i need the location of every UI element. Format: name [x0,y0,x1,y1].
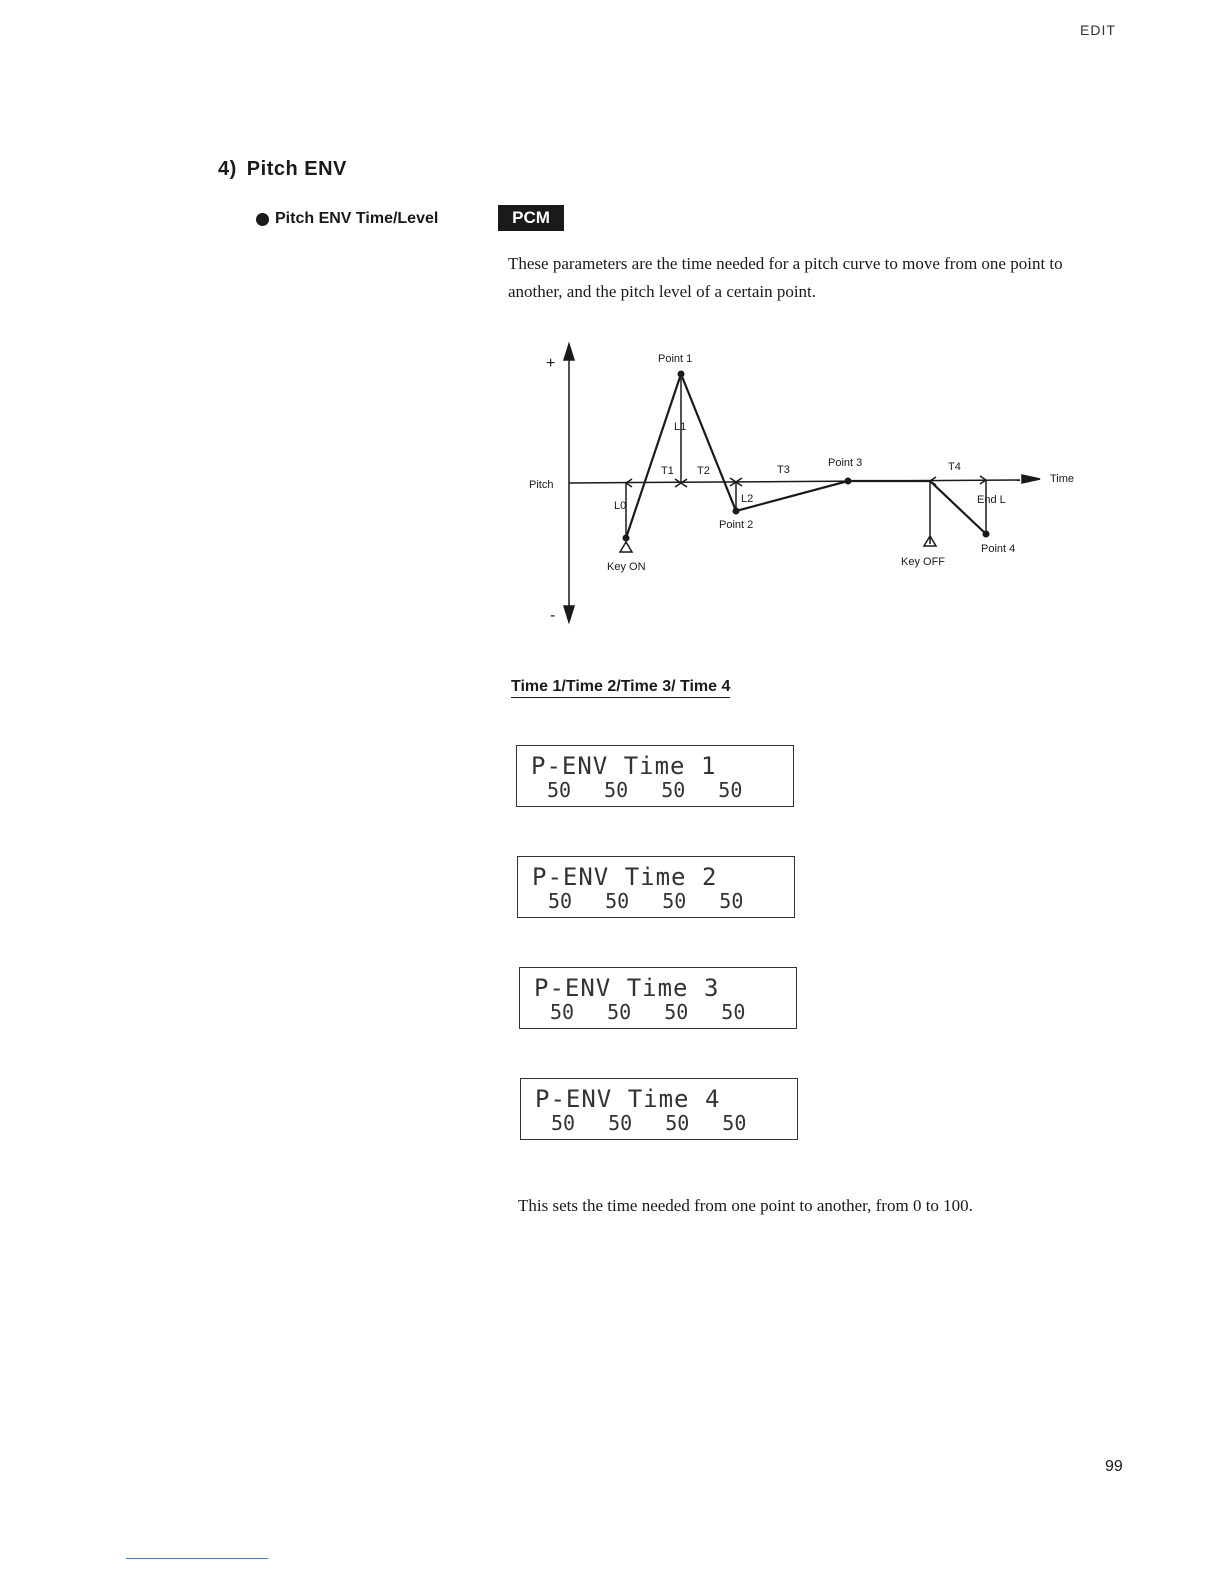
lcd-heading: Time 1/Time 2/Time 3/ Time 4 [511,678,730,698]
minus-label: - [550,607,556,624]
point-2-label: Point 2 [719,519,754,531]
lcd-line-1: P-ENV Time 2 [532,863,718,891]
lcd-line-1: P-ENV Time 3 [534,974,720,1002]
lcd-value: 50 [665,1111,690,1135]
footer-text: This sets the time needed from one point to another, from 0 to 100. [518,1196,973,1215]
time-axis [569,480,1020,483]
point-1-dot [678,371,685,378]
lcd-value: 50 [721,1000,746,1024]
lcd-line-2 [551,1111,746,1135]
lcd-value: 50 [718,778,743,802]
l0-label: L0 [614,500,627,512]
lcd-value: 50 [548,889,573,913]
bottom-rule [126,1558,268,1559]
lcd-value: 50 [607,1000,632,1024]
lcd-display [520,1078,798,1140]
time-arrow-icon [1022,475,1040,483]
time-label: Time [1050,473,1075,485]
section-title [218,158,347,181]
lcd-value: 50 [722,1111,747,1135]
lcd-value: 50 [550,1000,575,1024]
point-3-dot [845,478,852,485]
running-head: EDIT [1080,22,1116,38]
subsection-title [256,210,438,228]
lcd-display [516,745,794,807]
l1-label: L1 [674,421,687,433]
point-4-label: Point 4 [981,543,1016,555]
lcd-value: 50 [604,778,629,802]
key-on-dot [623,535,630,542]
lcd-value: 50 [551,1111,576,1135]
lcd-value: 50 [605,889,630,913]
pitch-label: Pitch [529,479,554,491]
lcd-value: 50 [661,778,686,802]
lcd-line-2 [550,1000,745,1024]
plus-label: + [546,355,556,372]
t2-label: T2 [697,465,710,477]
lcd-display [517,856,795,918]
lcd-line-2 [548,889,743,913]
l2-label: L2 [741,493,754,505]
axis-arrow-up-icon [564,344,574,360]
intro-paragraph: These parameters are the time needed for a pitch curve to move from one point to another, and the pitch level of a certain point. [508,254,1063,301]
pcm-badge: PCM [498,205,564,231]
axis-arrow-down-icon [564,606,574,622]
subsection-title-text: Pitch ENV Time/Level [275,210,439,227]
point-1-label: Point 1 [658,353,693,365]
section-number: 4) [218,158,237,180]
lcd-line-1: P-ENV Time 4 [535,1085,721,1113]
end-l-label: End L [977,494,1006,506]
t1-label: T1 [661,465,674,477]
lcd-value: 50 [662,889,687,913]
page-number: 99 [1105,1458,1123,1475]
key-on-triangle-icon [620,542,632,552]
lcd-value: 50 [664,1000,689,1024]
key-off-label: Key OFF [901,556,946,568]
bullet-icon [256,213,269,226]
lcd-value: 50 [608,1111,633,1135]
point-2-dot [733,508,740,515]
t3-label: T3 [777,464,790,476]
lcd-line-1: P-ENV Time 1 [531,752,717,780]
pitch-envelope-diagram [500,330,1100,630]
t4-label: T4 [948,461,961,473]
lcd-display [519,967,797,1029]
t2-arrow-icon [681,479,687,487]
lcd-value: 50 [719,889,744,913]
point-4-dot [983,531,990,538]
section-title-text: Pitch ENV [246,158,347,180]
lcd-line-2 [547,778,742,802]
point-3-label: Point 3 [828,457,863,469]
envelope-curve [626,374,986,538]
key-on-label: Key ON [607,561,646,573]
lcd-value: 50 [547,778,572,802]
